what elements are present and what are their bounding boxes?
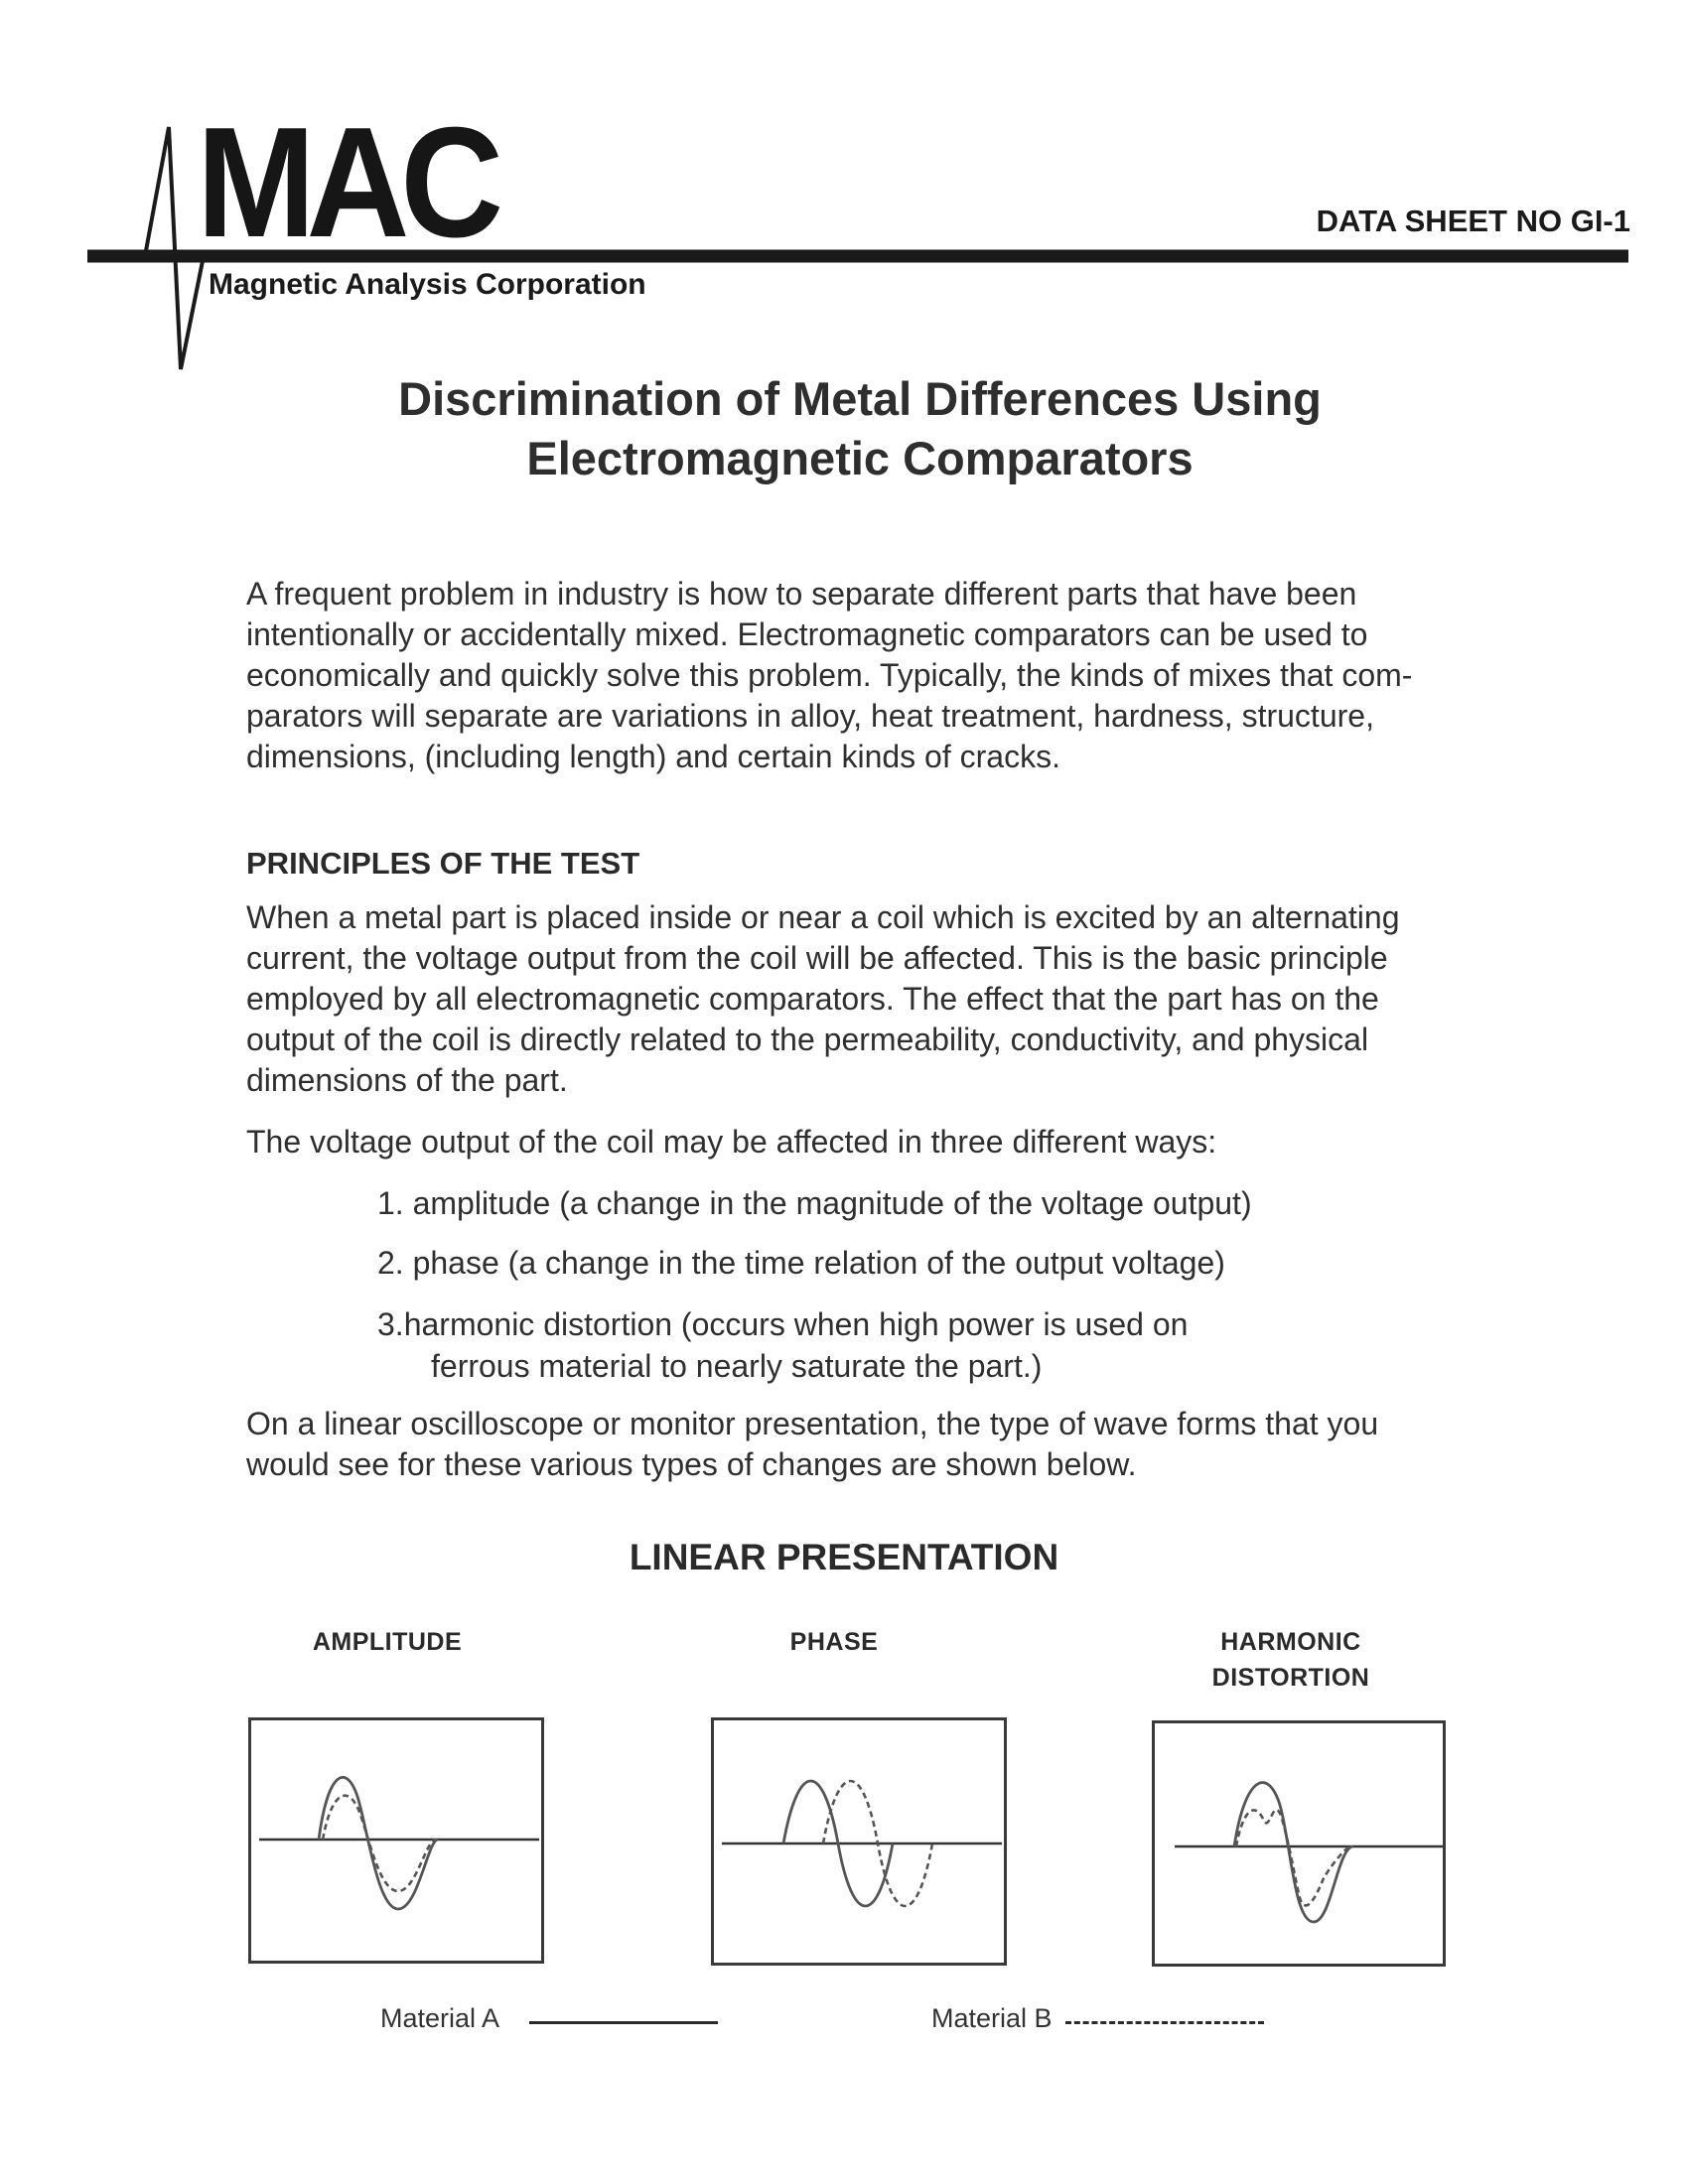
heartbeat-icon bbox=[87, 127, 204, 369]
legend-label-material-a: Material A bbox=[380, 2003, 500, 2033]
intro-paragraph bbox=[246, 574, 1487, 777]
panel-label-harmonic bbox=[1172, 1624, 1410, 1696]
panel-label-line: AMPLITUDE bbox=[312, 1628, 463, 1656]
closing-line: On a linear oscilloscope or monitor presentation, the type of wave forms that you bbox=[246, 1406, 1379, 1441]
waveform-panel-harmonic bbox=[1152, 1720, 1446, 1967]
list-item-harmonic-continuation: ferrous material to nearly saturate the part.) bbox=[431, 1348, 1043, 1384]
panel-label-line: PHASE bbox=[789, 1628, 879, 1656]
intro-line: intentionally or accidentally mixed. Electromagnetic comparators can be used to bbox=[246, 616, 1368, 652]
principles-line: When a metal part is placed inside or near a coil which is excited by an alternating bbox=[246, 899, 1400, 935]
list-item-harmonic: 3.harmonic distortion (occurs when high power is used on bbox=[377, 1306, 1189, 1342]
figure-heading: LINEAR PRESENTATION bbox=[629, 1537, 1059, 1577]
principles-line: employed by all electromagnetic comparators. The effect that the part has on the bbox=[246, 981, 1379, 1017]
waveform-panel-phase bbox=[711, 1717, 1007, 1966]
waveform-panel-amplitude bbox=[248, 1717, 544, 1964]
closing-paragraph bbox=[246, 1404, 1487, 1485]
amplitude-waveform bbox=[251, 1720, 547, 1967]
ways-intro: The voltage output of the coil may be affected in three different ways: bbox=[246, 1124, 1217, 1160]
phase-waveform bbox=[714, 1720, 1010, 1969]
data-sheet-number: DATA SHEET NO GI-1 bbox=[1316, 204, 1630, 238]
closing-line: would see for these various types of changes are shown below. bbox=[246, 1446, 1137, 1482]
intro-line: dimensions, (including length) and certain kinds of cracks. bbox=[246, 739, 1060, 774]
intro-line: parators will separate are variations in alloy, heat treatment, hardness, structure, bbox=[246, 698, 1374, 734]
legend-line-dashed bbox=[1065, 2021, 1264, 2024]
logo-text: MAC bbox=[197, 95, 500, 270]
mac-logo bbox=[0, 0, 1688, 397]
material-a-wave bbox=[1234, 1783, 1353, 1922]
panel-label-line: DISTORTION bbox=[1211, 1664, 1370, 1692]
principles-line: output of the coil is directly related to the permeability, conductivity, and physical bbox=[246, 1022, 1369, 1057]
intro-line: economically and quickly solve this problem. Typically, the kinds of mixes that com- bbox=[246, 657, 1413, 693]
list-item-amplitude: 1. amplitude (a change in the magnitude of the voltage output) bbox=[377, 1185, 1252, 1221]
panel-label-line: HARMONIC bbox=[1220, 1628, 1361, 1656]
principles-line: current, the voltage output from the coil will be affected. This is the basic principle bbox=[246, 940, 1388, 976]
legend-line-solid bbox=[529, 2021, 718, 2024]
page-title bbox=[0, 369, 1688, 488]
title-line-2: Electromagnetic Comparators bbox=[526, 432, 1194, 484]
panel-label-amplitude bbox=[288, 1624, 487, 1660]
panel-label-phase bbox=[735, 1624, 933, 1660]
material-b-wave bbox=[323, 1796, 436, 1891]
harmonic-waveform bbox=[1155, 1723, 1449, 1970]
company-name: Magnetic Analysis Corporation bbox=[209, 268, 646, 301]
principles-line: dimensions of the part. bbox=[246, 1062, 568, 1098]
list-item-phase: 2. phase (a change in the time relation of the output voltage) bbox=[377, 1245, 1225, 1281]
title-line-1: Discrimination of Metal Differences Using bbox=[398, 372, 1322, 425]
material-a-wave bbox=[319, 1777, 438, 1909]
principles-paragraph bbox=[246, 897, 1487, 1101]
section-heading-principles: PRINCIPLES OF THE TEST bbox=[246, 846, 640, 881]
intro-line: A frequent problem in industry is how to separate different parts that have been bbox=[246, 576, 1357, 612]
legend-label-material-b: Material B bbox=[931, 2003, 1053, 2033]
